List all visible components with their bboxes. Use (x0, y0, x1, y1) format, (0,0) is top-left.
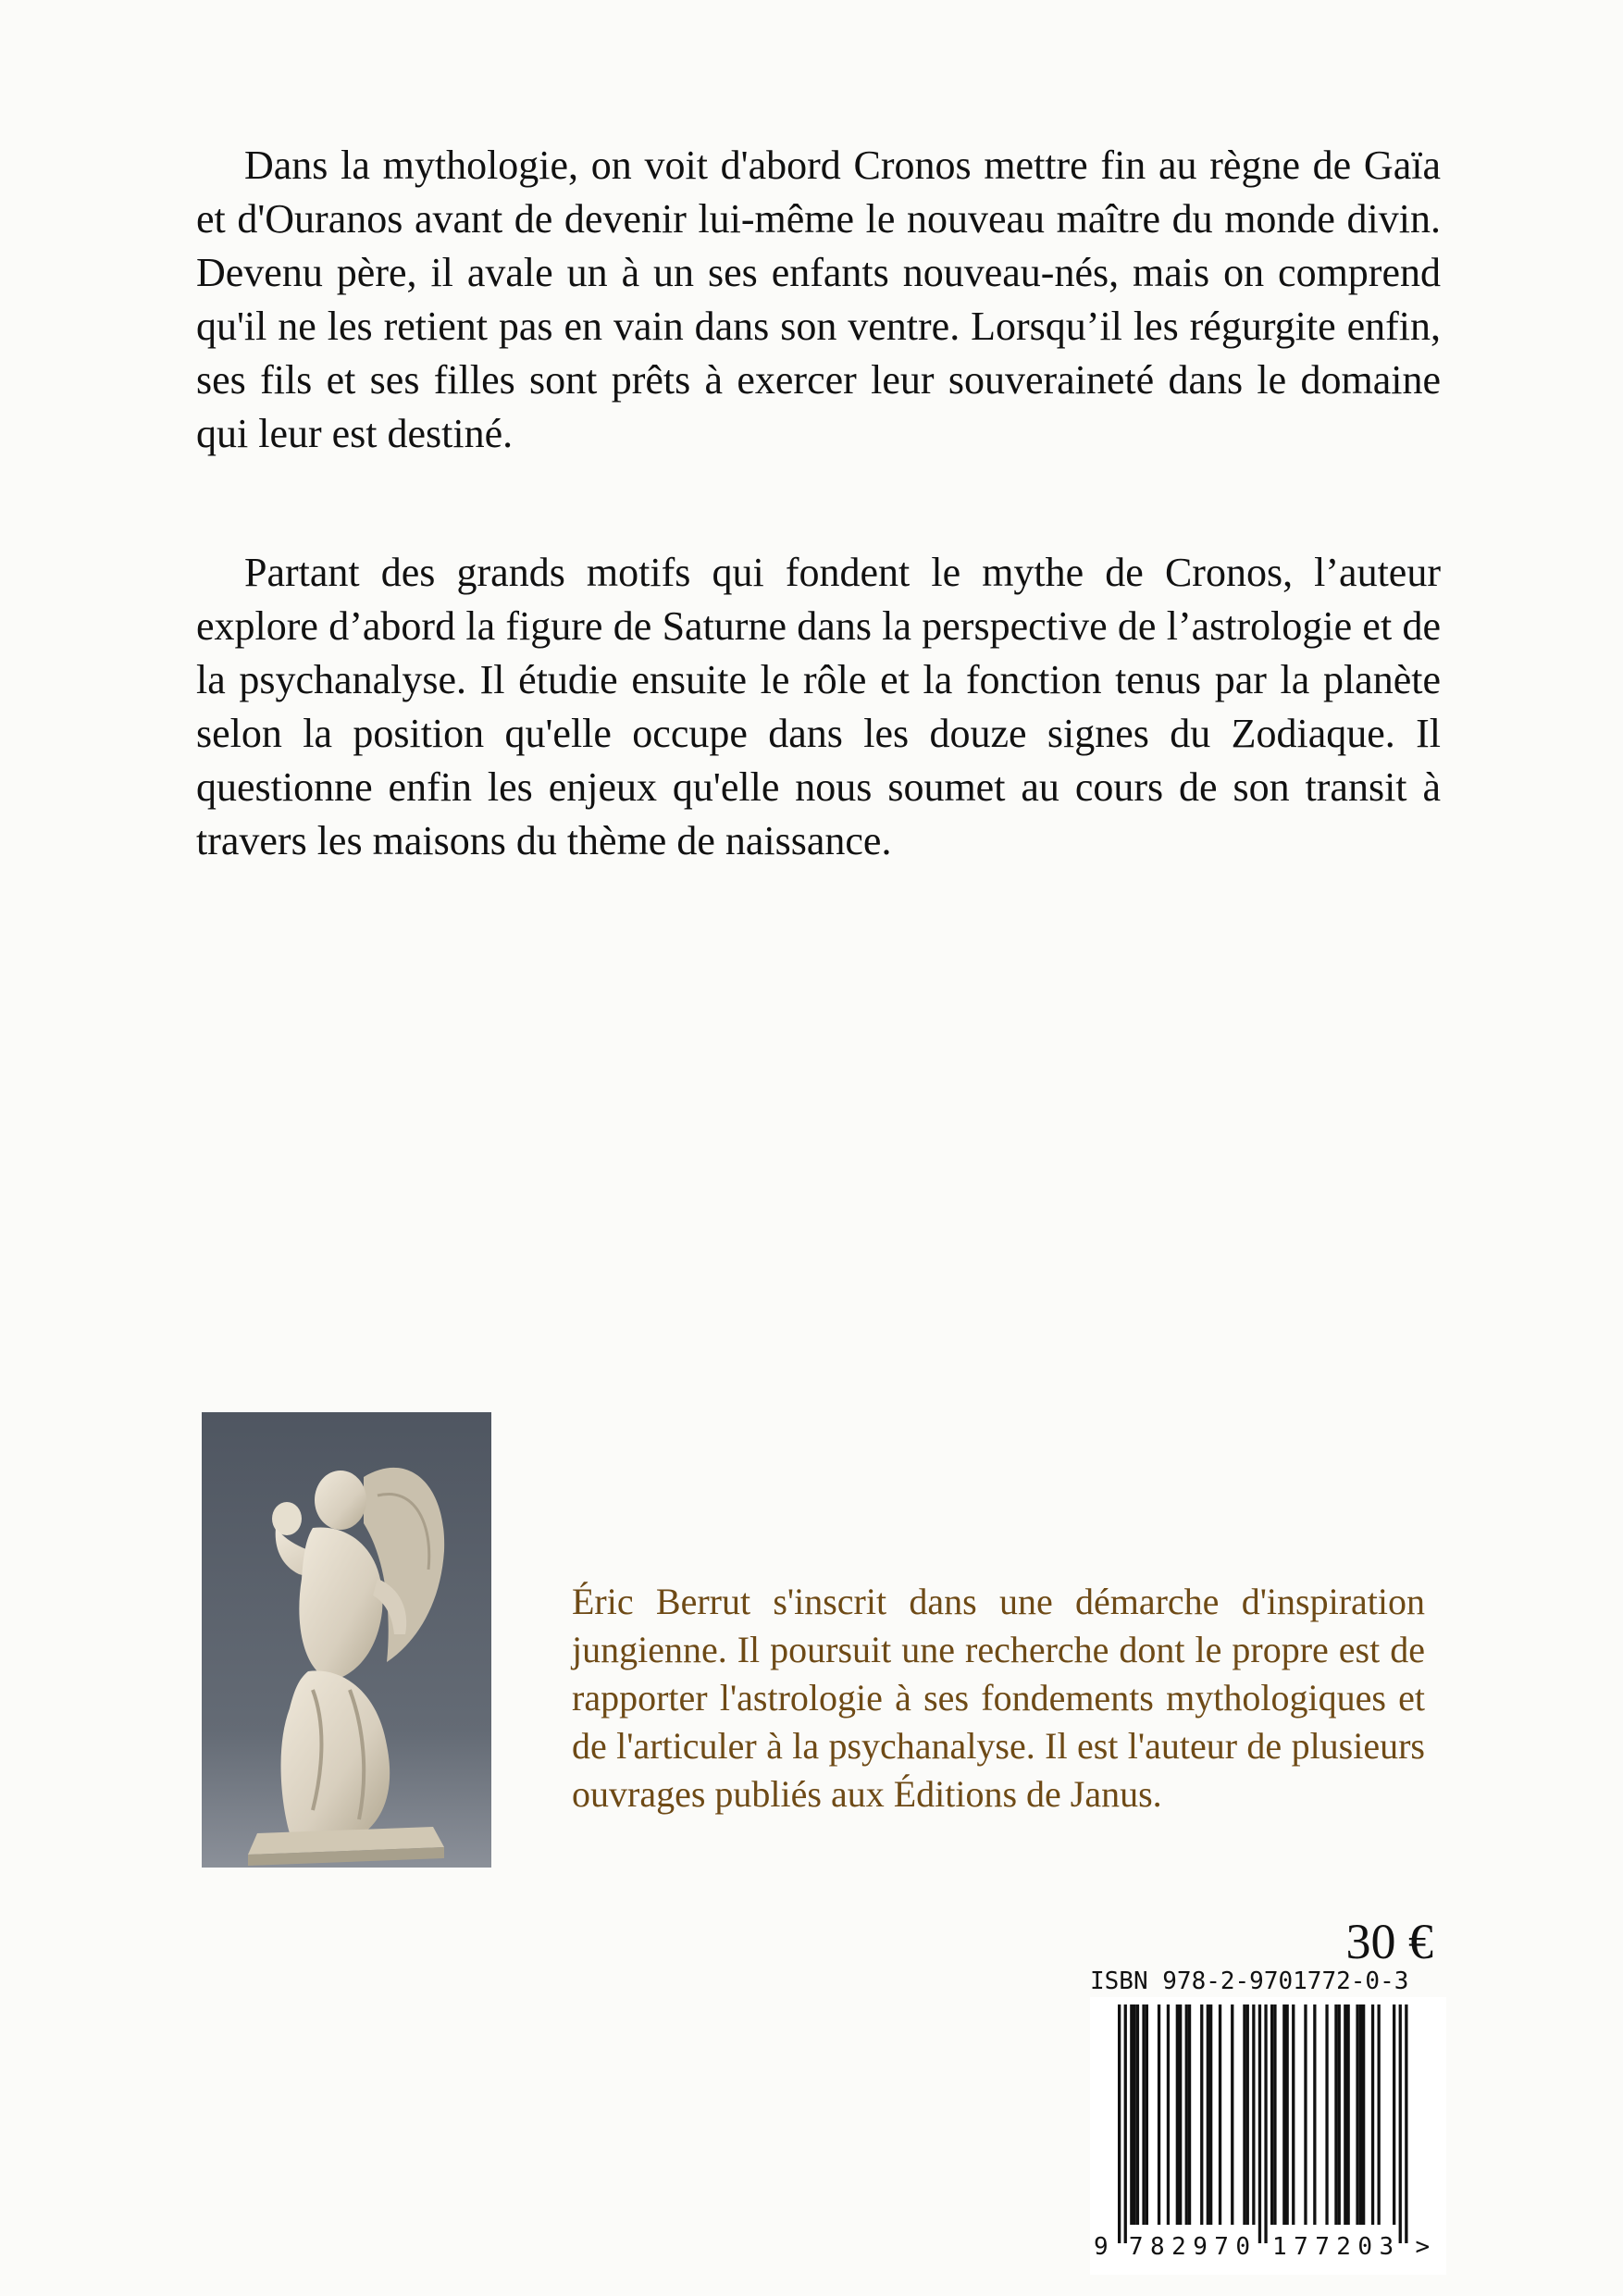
barcode-digit: > (1415, 2233, 1431, 2261)
barcode-bar (1359, 2004, 1362, 2225)
barcode-bar (1405, 2004, 1407, 2243)
barcode-digit: 9 (1094, 2233, 1109, 2261)
barcode-bar (1209, 2004, 1212, 2225)
description-paragraph-1: Dans la mythologie, on voit d'abord Cronos mettre fin au règne de Gaïa et d'Ouranos avant de devenir lui-même le nouveau maître du monde divin. Devenu père, il avale un à un ses enfants nouveau-nés, mais on comprend qu'il ne les retient pas en vain dans son ventre. Lorsqu’il les régurgite enfin, ses fils et ses filles sont prêts à exercer leur souveraineté dans le domaine qui leur est destiné. (196, 143, 1441, 456)
barcode-bar (1371, 2004, 1374, 2225)
barcode-digit: 3 (1379, 2233, 1394, 2261)
barcode-digit: 9 (1193, 2233, 1208, 2261)
barcode-bar (1130, 2004, 1133, 2225)
barcode-digit: 2 (1336, 2233, 1351, 2261)
barcode-bar (1243, 2004, 1245, 2225)
barcode-bar (1252, 2004, 1255, 2225)
barcode-bar (1378, 2004, 1381, 2225)
price: 30 € (1345, 1914, 1433, 1969)
barcode-bar (1334, 2004, 1337, 2225)
barcode-bar (1231, 2004, 1233, 2225)
barcode-bar (1207, 2004, 1209, 2225)
barcode-bar (1219, 2004, 1221, 2225)
barcode-bar (1167, 2004, 1170, 2225)
barcode-bar (1356, 2004, 1358, 2225)
barcode-bar (1304, 2004, 1307, 2225)
barcode-bar (1273, 2004, 1276, 2225)
barcode-bar (1347, 2004, 1350, 2225)
barcode-digit: 0 (1357, 2233, 1373, 2261)
barcode-digit: 7 (1315, 2233, 1330, 2261)
barcode-bar (1176, 2004, 1179, 2225)
barcode-bar (1393, 2004, 1395, 2225)
barcode-bar (1134, 2004, 1136, 2225)
barcode-bar (1313, 2004, 1316, 2225)
barcode-bar (1399, 2004, 1402, 2243)
barcode-bar (1286, 2004, 1289, 2225)
barcode-bar (1246, 2004, 1249, 2225)
barcode-bar (1179, 2004, 1182, 2225)
barcode-digit: 8 (1150, 2233, 1165, 2261)
barcode-digit: 1 (1272, 2233, 1287, 2261)
barcode-digit: 7 (1128, 2233, 1144, 2261)
barcode-bar (1362, 2004, 1365, 2225)
isbn-label: ISBN 978-2-9701772-0-3 (1090, 1967, 1409, 1995)
barcode-bar (1188, 2004, 1191, 2225)
barcode-bar (1338, 2004, 1341, 2225)
barcode-digit: 2 (1171, 2233, 1186, 2261)
barcode-bar (1158, 2004, 1160, 2225)
isbn-barcode (1090, 1997, 1446, 2275)
barcode-bar (1200, 2004, 1203, 2225)
barcode-digit: 7 (1214, 2233, 1229, 2261)
barcode-digit: 0 (1235, 2233, 1251, 2261)
barcode-bar (1264, 2004, 1267, 2243)
barcode-digit: 7 (1294, 2233, 1308, 2261)
barcode-bar (1136, 2004, 1139, 2225)
barcode-bar (1185, 2004, 1188, 2225)
author-bio: Éric Berrut s'inscrit dans une démarche d'inspiration jungienne. Il poursuit une recherche dont le propre est de rapporter l'astrologie à ses fondements mythologiques et de l'articuler à la psychanalyse. Il est l'auteur de plusieurs ouvrages publiés aux Éditions de Janus. (572, 1581, 1425, 1815)
barcode-bar (1142, 2004, 1145, 2225)
barcode-bar (1270, 2004, 1273, 2225)
barcode-bar (1146, 2004, 1148, 2225)
description-paragraph-2: Partant des grands motifs qui fondent le mythe de Cronos, l’auteur explore d’abord la figure de Saturne dans la perspective de l’astrologie et de la psychanalyse. Il étudie ensuite le rôle et la fonction tenus par la planète selon la position qu'elle occupe dans les douze signes du Zodiaque. Il questionne enfin les enjeux qu'elle nous soumet au cours de son transit à travers les maisons du thème de naissance. (196, 550, 1441, 863)
barcode-bar (1325, 2004, 1328, 2225)
barcode-bar (1124, 2004, 1127, 2243)
statue-photo (202, 1412, 491, 1868)
barcode-bar (1258, 2004, 1261, 2243)
barcode-bar (1292, 2004, 1295, 2225)
barcode-bar (1282, 2004, 1285, 2225)
barcode-bar (1118, 2004, 1121, 2243)
barcode-bar (1344, 2004, 1346, 2225)
